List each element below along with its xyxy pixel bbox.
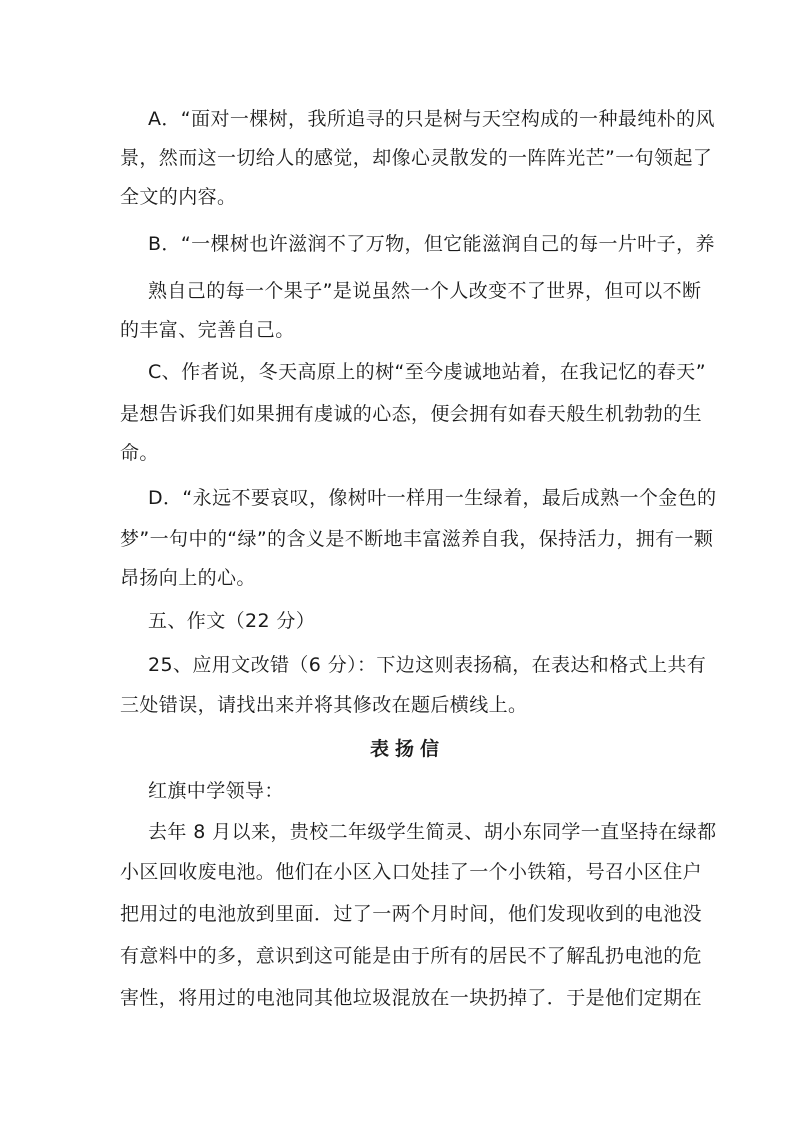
option-c-line-3: 命。 [120, 442, 159, 464]
letter-body-line-4: 有意料中的多，意识到这可能是由于所有的居民不了解乱扔电池的危 [120, 945, 703, 967]
section-heading: 五、作文（22 分） [148, 610, 316, 632]
option-b-line-3: 的丰富、完善自己。 [120, 319, 295, 341]
letter-body-line-3: 把用过的电池放到里面．过了一两个月时间，他们发现收到的电池没 [120, 903, 703, 925]
letter-body-line-1: 去年 8 月以来，贵校二年级学生简灵、胡小东同学一直坚持在绿都 [148, 821, 717, 843]
option-a-line-3: 全文的内容。 [120, 186, 237, 208]
question-25-line-2: 三处错误，请找出来并将其修改在题后横线上。 [120, 694, 528, 716]
letter-body-line-2: 小区回收废电池。他们在小区入口处挂了一个小铁箱，号召小区住户 [120, 861, 703, 883]
letter-salutation: 红旗中学领导： [148, 780, 284, 802]
option-b-line-2: 熟自己的每一个果子”是说虽然一个人改变不了世界，但可以不断 [148, 280, 702, 302]
letter-title: 表扬信 [370, 738, 446, 760]
option-d-line-3: 昂扬向上的心。 [120, 567, 256, 589]
question-25-line-1: 25、应用文改错（6 分）：下边这则表扬稿，在表达和格式上共有 [148, 654, 707, 676]
option-b-line-1: B．“一棵树也许滋润不了万物，但它能滋润自己的每一片叶子，养 [148, 233, 715, 255]
option-d-line-2: 梦”一句中的“绿”的含义是不断地丰富滋养自我，保持活力，拥有一颗 [120, 528, 714, 550]
option-c-line-1: C、作者说，冬天高原上的树“至今虔诚地站着，在我记忆的春天” [148, 361, 706, 383]
option-a-line-1: A．“面对一棵树，我所追寻的只是树与天空构成的一种最纯朴的风 [148, 108, 715, 130]
option-d-line-1: D．“永远不要哀叹，像树叶一样用一生绿着，最后成熟一个金色的 [148, 487, 717, 509]
letter-body-line-5: 害性，将用过的电池同其他垃圾混放在一块扔掉了．于是他们定期在 [120, 987, 703, 1009]
option-c-line-2: 是想告诉我们如果拥有虔诚的心态，便会拥有如春天般生机勃勃的生 [120, 403, 703, 425]
option-a-line-2: 景，然而这一切给人的感觉，却像心灵散发的一阵阵光芒”一句领起了 [120, 147, 713, 169]
